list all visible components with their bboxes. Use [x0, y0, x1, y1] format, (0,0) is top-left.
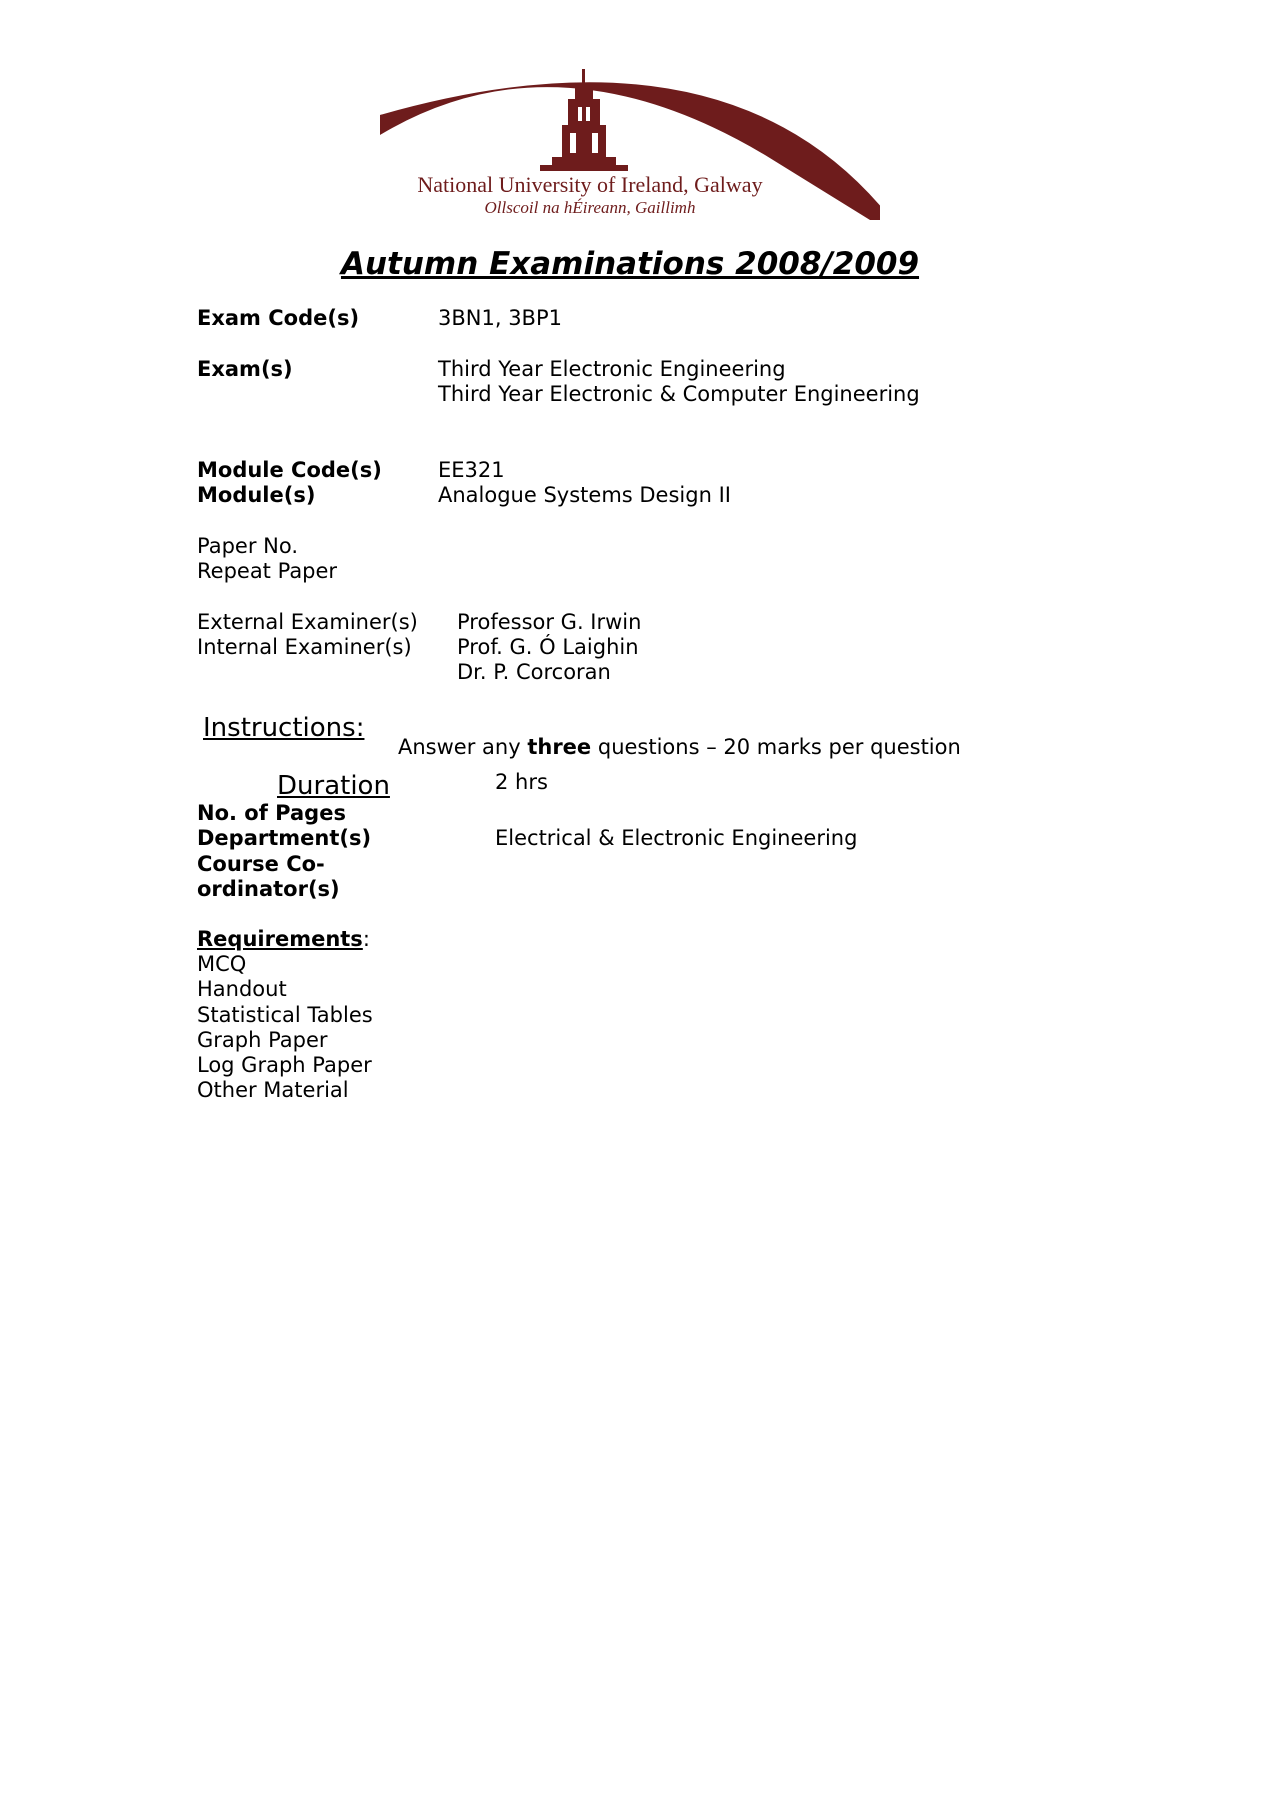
- internal-examiners-label: Internal Examiner(s): [197, 635, 412, 659]
- external-examiners-value: Professor G. Irwin: [457, 610, 642, 634]
- logo-line-2: Ollscoil na hÉireann, Gaillimh: [484, 198, 696, 217]
- logo-line-1: National University of Ireland, Galway: [417, 172, 763, 197]
- instructions-post: questions – 20 marks per question: [597, 735, 961, 759]
- duration-label: Duration: [277, 771, 390, 801]
- paper-no-label: Paper No.: [197, 534, 299, 558]
- requirement-item: Statistical Tables: [197, 1003, 373, 1027]
- instructions-pre: Answer any: [398, 735, 521, 759]
- exam-title: Autumn Examinations 2008/2009: [340, 246, 920, 282]
- internal-examiner-item: Dr. P. Corcoran: [457, 660, 611, 684]
- exams-label: Exam(s): [197, 357, 293, 381]
- repeat-paper-label: Repeat Paper: [197, 559, 338, 583]
- instructions-label: Instructions:: [203, 713, 365, 743]
- exam-codes-value: 3BN1, 3BP1: [438, 306, 562, 330]
- external-examiners-label: External Examiner(s): [197, 610, 418, 634]
- exam-item: Third Year Electronic Engineering: [438, 357, 786, 381]
- exam-codes-label: Exam Code(s): [197, 306, 360, 330]
- departments-value: Electrical & Electronic Engineering: [495, 826, 858, 850]
- module-codes-value: EE321: [438, 458, 505, 482]
- requirement-item: Graph Paper: [197, 1028, 328, 1052]
- requirement-item: Handout: [197, 977, 287, 1001]
- module-codes-label: Module Code(s): [197, 458, 382, 482]
- departments-label: Department(s): [197, 826, 372, 850]
- exam-item: Third Year Electronic & Computer Engineering: [438, 382, 920, 406]
- course-coordinators-label: Course Co-: [197, 852, 325, 876]
- requirements-colon: :: [362, 927, 370, 951]
- instructions-text: [398, 735, 961, 760]
- no-of-pages-label: No. of Pages: [197, 801, 346, 825]
- instructions-bold: three: [527, 735, 592, 759]
- modules-label: Module(s): [197, 483, 316, 507]
- modules-value: Analogue Systems Design II: [438, 483, 731, 507]
- internal-examiner-item: Prof. G. Ó Laighin: [457, 635, 639, 659]
- requirement-item: Log Graph Paper: [197, 1053, 372, 1077]
- requirements-label: Requirements: [197, 927, 363, 951]
- requirement-item: Other Material: [197, 1078, 349, 1102]
- university-logo: [380, 55, 880, 220]
- course-coordinators-label-2: ordinator(s): [197, 877, 340, 901]
- duration-value: 2 hrs: [495, 770, 548, 794]
- requirement-item: MCQ: [197, 952, 247, 976]
- requirements-heading: [197, 927, 370, 952]
